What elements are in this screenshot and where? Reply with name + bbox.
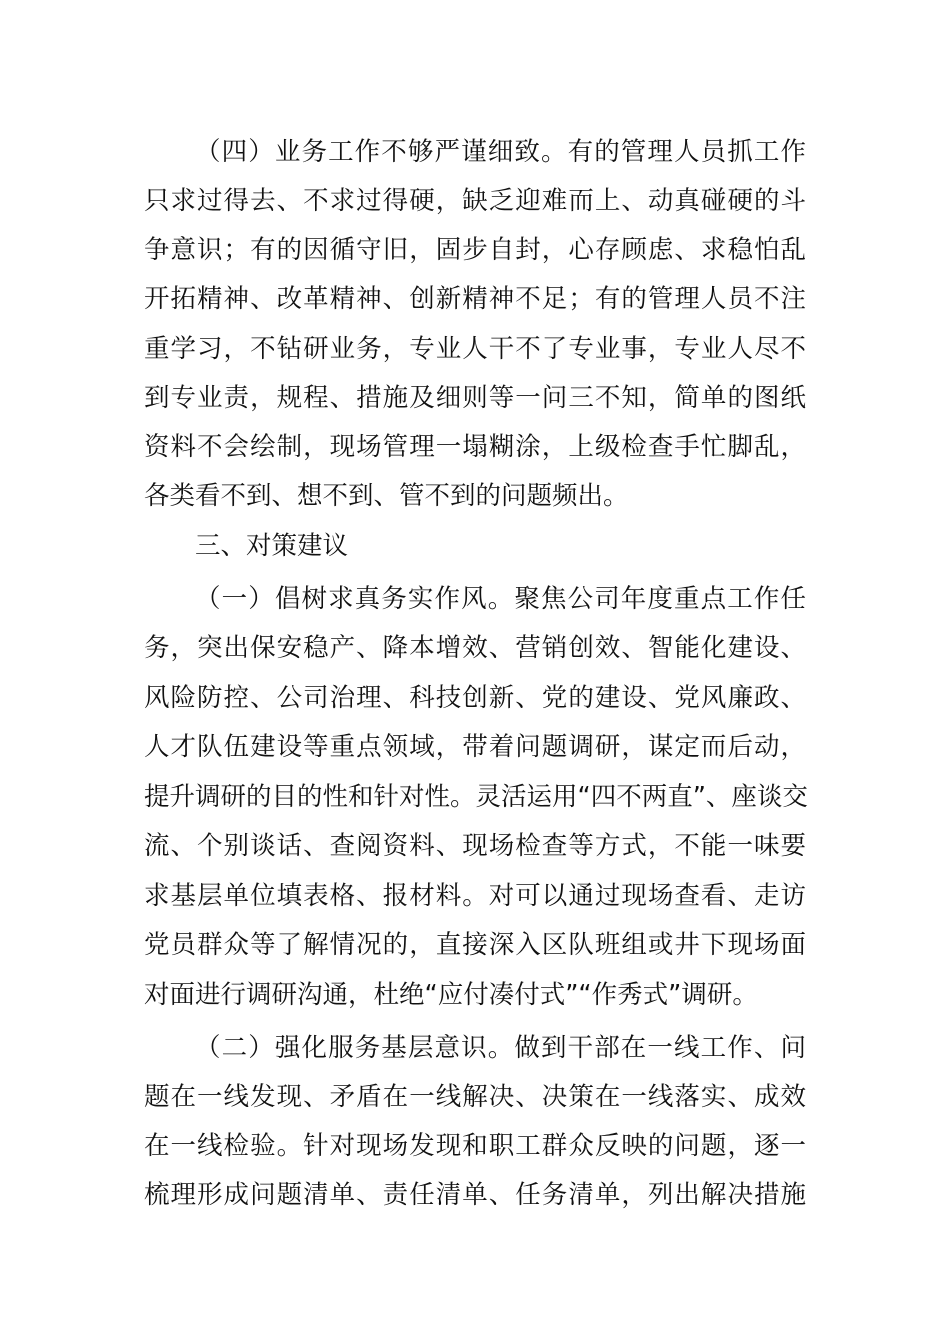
paragraph-two-line-1: （二）强化服务基层意识。做到干部在一线工作、问	[195, 1033, 806, 1063]
paragraph-one-line-5: 提升调研的目的性和针对性。灵活运用“四不两直”、座谈交	[144, 782, 808, 812]
paragraph-four-line-2: 只求过得去、不求过得硬，缺乏迎难而上、动真碰硬的斗	[144, 186, 806, 216]
paragraph-four-line-4: 开拓精神、改革精神、创新精神不足；有的管理人员不注	[144, 284, 806, 314]
paragraph-one-line-3: 风险防控、公司治理、科技创新、党的建设、党风廉政、	[144, 683, 806, 713]
paragraph-one-line-1: （一）倡树求真务实作风。聚焦公司年度重点工作任	[195, 584, 806, 614]
paragraph-one-line-2: 务，突出保安稳产、降本增效、营销创效、智能化建设、	[144, 633, 806, 663]
paragraph-two-line-4: 梳理形成问题清单、责任清单、任务清单，列出解决措施	[144, 1180, 806, 1210]
paragraph-four-line-1: （四）业务工作不够严谨细致。有的管理人员抓工作	[195, 137, 806, 167]
paragraph-one-line-8: 党员群众等了解情况的，直接深入区队班组或井下现场面	[144, 930, 806, 960]
paragraph-four-line-6: 到专业责，规程、措施及细则等一问三不知，简单的图纸	[144, 383, 806, 413]
paragraph-four-line-5: 重学习，不钻研业务，专业人干不了专业事，专业人尽不	[144, 334, 806, 364]
paragraph-two-line-3: 在一线检验。针对现场发现和职工群众反映的问题，逐一	[144, 1131, 806, 1161]
paragraph-one-line-9: 对面进行调研沟通，杜绝“应付凑付式”“作秀式”调研。	[144, 980, 758, 1010]
paragraph-one-line-6: 流、个别谈话、查阅资料、现场检查等方式，不能一味要	[144, 831, 806, 861]
paragraph-four-line-3: 争意识；有的因循守旧，固步自封，心存顾虑、求稳怕乱	[144, 235, 806, 265]
section-heading: 三、对策建议	[195, 531, 349, 561]
paragraph-one-line-7: 求基层单位填表格、报材料。对可以通过现场查看、走访	[144, 881, 806, 911]
paragraph-one-line-4: 人才队伍建设等重点领域，带着问题调研，谋定而后动，	[144, 732, 806, 762]
paragraph-four-line-7: 资料不会绘制，现场管理一塌糊涂，上级检查手忙脚乱，	[144, 432, 806, 462]
paragraph-four-line-8: 各类看不到、想不到、管不到的问题频出。	[144, 481, 629, 511]
paragraph-two-line-2: 题在一线发现、矛盾在一线解决、决策在一线落实、成效	[144, 1082, 806, 1112]
